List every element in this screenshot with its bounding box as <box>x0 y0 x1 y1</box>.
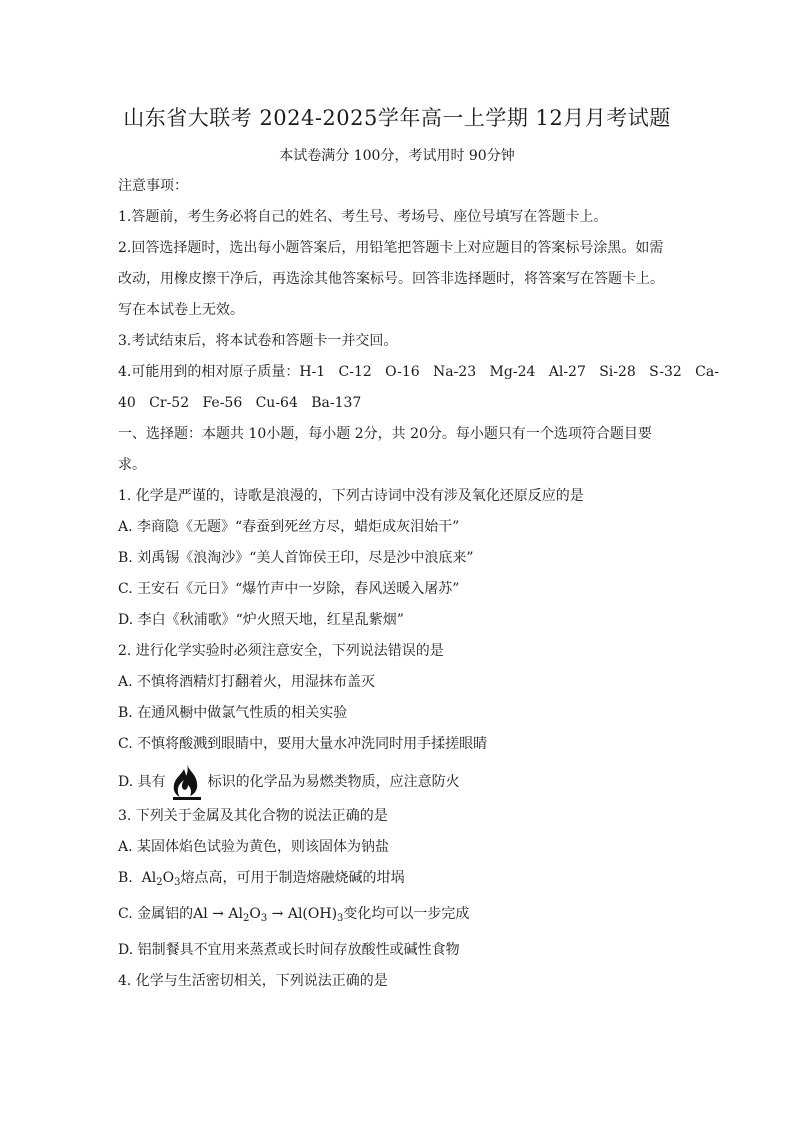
option-d: D. 李白《秋浦歌》“炉火照天地，红星乱紫烟” <box>118 612 404 628</box>
formula-subscript: 3 <box>260 913 268 924</box>
notice-line: 写在本试卷上无效。 <box>118 302 244 318</box>
exam-subtitle: 本试卷满分 100分，考试用时 90分钟 <box>279 148 515 164</box>
section-heading: 一、选择题：本题共 10小题，每小题 2分，共 20分。每小题只有一个选项符合题目要 <box>118 426 652 442</box>
formula-part: O <box>249 906 261 922</box>
arrow-icon: → <box>271 906 284 922</box>
formula-part: Al <box>141 870 157 886</box>
option-c-prefix: C. 金属铝的 <box>118 906 194 922</box>
formula-part: Al <box>193 906 208 922</box>
notice-line: 3.考试结束后，将本试卷和答题卡一并交回。 <box>118 333 398 349</box>
flammable-icon <box>166 762 208 802</box>
formula-chain <box>193 906 343 922</box>
exam-body <box>118 176 719 991</box>
notice-line: 改动，用橡皮擦干净后，再选涂其他答案标号。回答非选择题时，将答案写在答题卡上。 <box>118 271 664 287</box>
option-d-suffix: 标识的化学品为易燃类物质，应注意防火 <box>207 774 460 790</box>
option-b: B. 刘禹锡《浪淘沙》“美人首饰侯王印，尽是沙中浪底来” <box>118 550 474 566</box>
option-b-prefix: B. <box>118 870 133 886</box>
formula-subscript: 2 <box>242 913 250 924</box>
formula-al2o3 <box>142 870 181 886</box>
exam-title: 山东省大联考 2024-2025学年高一上学期 12月月考试题 <box>123 106 671 130</box>
option-b: B. 在通风橱中做氯气性质的相关实验 <box>118 705 348 721</box>
section-heading: 求。 <box>118 457 146 473</box>
formula-part: Al <box>228 906 243 922</box>
option-a: A. 不慎将酒精灯打翻着火，用湿抹布盖灭 <box>118 674 376 690</box>
option-a: A. 某固体焰色试验为黄色，则该固体为钠盐 <box>118 839 390 855</box>
option-b-suffix: 熔点高，可用于制造熔融烧碱的坩埚 <box>180 870 405 886</box>
option-a: A. 李商隐《无题》“春蚕到死丝方尽，蜡炬成灰泪始干” <box>118 519 460 535</box>
notice-line: 1.答题前，考生务必将自己的姓名、考生号、考场号、座位号填写在答题卡上。 <box>118 209 608 225</box>
question-stem: 1. 化学是严谨的，诗歌是浪漫的，下列古诗词中没有涉及氧化还原反应的是 <box>118 488 584 504</box>
question-stem: 3. 下列关于金属及其化合物的说法正确的是 <box>118 808 388 824</box>
option-c: C. 不慎将酸溅到眼睛中，要用大量水冲洗同时用手揉搓眼睛 <box>118 736 488 752</box>
option-d: D. 铝制餐具不宜用来蒸煮或长时间存放酸性或碱性食物 <box>118 942 460 958</box>
question-stem: 4. 化学与生活密切相关，下列说法正确的是 <box>118 973 388 989</box>
notice-line: 2.回答选择题时，选出每小题答案后，用铅笔把答题卡上对应题目的答案标号涂黑。如需 <box>118 240 664 256</box>
notice-heading: 注意事项： <box>118 178 188 194</box>
option-c <box>118 904 678 929</box>
notice-line: 40 Cr-52 Fe-56 Cu-64 Ba-137 <box>118 395 362 411</box>
question-stem: 2. 进行化学实验时必须注意安全，下列说法错误的是 <box>118 643 444 659</box>
formula-subscript: 3 <box>174 877 181 888</box>
option-b <box>118 868 678 893</box>
formula-part: O <box>162 870 175 886</box>
arrow-icon: → <box>212 906 224 922</box>
notice-line: 4.可能用到的相对原子质量：H-1 C-12 O-16 Na-23 Mg-24 Al-27 Si-28 S-32 Ca- <box>118 364 719 380</box>
formula-subscript: 3 <box>337 913 344 924</box>
option-d <box>118 760 678 804</box>
option-d-prefix: D. 具有 <box>118 774 166 790</box>
option-c: C. 王安石《元日》“爆竹声中一岁除，春风送暖入屠苏” <box>118 581 460 597</box>
formula-subscript: 2 <box>156 877 163 888</box>
formula-part: Al(OH) <box>287 906 338 922</box>
option-c-suffix: 变化均可以一步完成 <box>343 906 470 922</box>
